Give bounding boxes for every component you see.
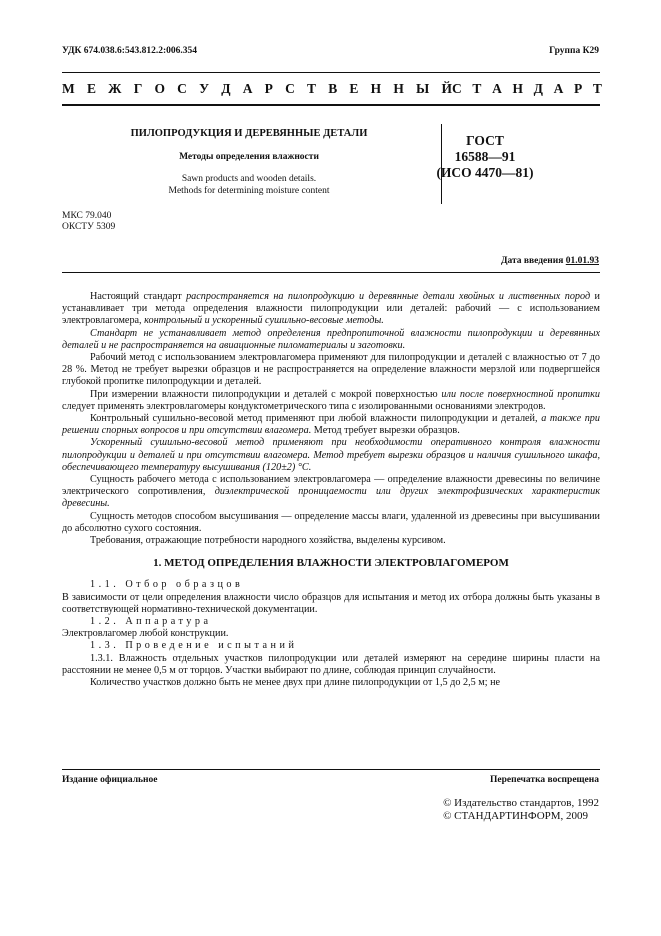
banner-letter: А [242,81,253,96]
top-rule [62,72,600,73]
clause-1-3-1-continued: Количество участков должно быть не менее двух при длине пилопродукции от 1,5 до 2,5 м; не [90,677,501,689]
intro-date-label: Дата введения [500,256,564,266]
official-edition-label: Издание официальное [62,775,158,785]
group-code: Группа К29 [549,46,599,56]
banner-letter: Т [592,81,602,96]
document-subtitle: Методы определения влажности [179,152,319,162]
copyright-line-1: © Издательство стандартов, 1992 [443,797,599,809]
banner-letter: Й [441,81,452,96]
subsection-1-3-heading: 1.3. Проведение испытаний [90,640,298,652]
title-block [62,128,422,197]
english-title-line1: Sawn products and wooden details. [181,174,317,184]
banner-letter: С [452,81,462,96]
copyright-line-2: © СТАНДАРТИНФОРМ, 2009 [443,809,589,822]
banner-letter: Д [221,81,231,96]
paragraph-working-method: Рабочий метод с использованием электровлагомера применяют для пилопродукции и деталей с влажностью от 7 до 28 %. Метод не требует вырезки образцов и не распространяется на определение влажности мерзлой или подвергшейся глубокой пропитке пилопродукции и деталей. [62,352,600,388]
banner-letter: Ж [108,81,122,96]
standard-banner [62,81,602,97]
banner-letter: У [199,81,210,96]
paragraph-exclusion: Стандарт не устанавливает метод определения предпропиточной влажности пилопродукции и деревянных деталей и не распространяется на авиационные пиломатериалы и заготовки. [62,327,600,351]
banner-bottom-rule [62,104,600,106]
banner-letter: А [492,81,502,96]
okstu-code: ОКСТУ 5309 [62,222,116,232]
reprint-prohibited-label: Перепечатка воспрещена [489,775,599,785]
subsection-1-1-heading: 1.1. Отбор образцов [90,579,244,591]
paragraph-accelerated-method: Ускоренный сушильно-весовой метод применяют при необходимости оперативного контроля влажности пилопродукции и деталей и при отсутствии влагомера. Метод требует вырезки образцов и наличия сушильного шкафа, обеспечивающего температуру высушивания (120±2) °С. [62,437,600,473]
copyright-block [443,797,599,822]
paragraph-essence-drying: Сущность методов способом высушивания — определение массы влаги, удаленной из древесины при высушивании до абсолютно сухого состояния. [62,510,600,534]
banner-letter: Ы [416,81,430,96]
subsection-1-2-text: Электровлагомер любой конструкции. [62,628,229,640]
gost-number-block [420,133,550,181]
document-body [62,291,600,689]
banner-letter: М [62,81,75,96]
paragraph-italic-note: Требования, отражающие потребности народного хозяйства, выделены курсивом. [90,535,446,547]
banner-letter: Е [349,81,359,96]
banner-letter: Н [512,81,523,96]
english-title-line2: Methods for determining moisture content [168,186,330,196]
banner-left [62,81,452,97]
paragraph-control-method: Контрольный сушильно-весовой метод применяют при любой влажности пилопродукции и деталей, а также при решении спорных вопросов и при отсутствии влагомера. Метод требует вырезки образцов. [62,413,600,437]
banner-right [452,81,602,97]
banner-letter: В [328,81,338,96]
iso-number: (ИСО 4470—81) [436,165,534,180]
banner-letter: Т [472,81,482,96]
english-title [76,173,422,197]
paragraph-scope: Настоящий стандарт распространяется на пилопродукцию и деревянные детали хвойных и лиственных пород и устанавливает три метода определения влажности пилопродукции или деталей: рабочий — с использованием электровлагомера, контрольный и ускоренный сушильно-весовые методы. [62,291,601,327]
gost-number: 16588—91 [454,149,516,164]
classification-codes [62,211,115,233]
banner-letter: Н [393,81,404,96]
intro-rule [62,272,600,273]
subsection-1-1-text: В зависимости от цели определения влажности число образцов для испытания и метод их отбора должны быть указаны в соответствующей нормативно-технической документации. [62,591,600,615]
paragraph-essence-working: Сущность рабочего метода с использованием электровлагомера — определение влажности древесины по величине электрического сопротивления, диэлектрической проницаемости или других электрофизических характеристик древесины. [62,474,601,510]
banner-letter: Д [533,81,543,96]
banner-letter: Н [370,81,382,96]
document-title: ПИЛОПРОДУКЦИЯ И ДЕРЕВЯННЫЕ ДЕТАЛИ [130,128,368,139]
banner-letter: А [553,81,564,96]
banner-letter: Р [574,81,583,96]
clause-1-3-1: 1.3.1. Влажность отдельных участков пилопродукции или деталей измеряют на середине ширины пласти на расстоянии не менее 0,5 м от торцов. Участки выбирают по длине, соблюдая принцип случайности. [62,652,600,676]
introduction-date [501,256,599,266]
banner-letter: Р [264,81,273,96]
paragraph-wet-surface: При измерении влажности пилопродукции и деталей с мокрой поверхностью или после поверхностной пропитки следует применять электровлагомеры кондуктометрического типа с изолированными основаниями электродов. [62,388,600,412]
footer-rule [62,769,600,770]
mks-code: МКС 79.040 [62,211,112,221]
banner-letter: Е [86,81,96,96]
section-1-heading: 1. МЕТОД ОПРЕДЕЛЕНИЯ ВЛАЖНОСТИ ЭЛЕКТРОВЛАГОМЕРОМ [153,557,509,570]
banner-letter: С [285,81,295,96]
banner-letter: Т [307,81,317,96]
intro-date-value: 01.01.93 [565,256,599,266]
banner-letter: О [154,81,165,96]
banner-letter: Г [133,81,143,96]
subsection-1-2-heading: 1.2. Аппаратура [90,616,212,628]
udk-code: УДК 674.038.6:543.812.2:006.354 [62,46,198,56]
gost-label: ГОСТ [466,133,504,148]
banner-letter: С [177,81,187,96]
